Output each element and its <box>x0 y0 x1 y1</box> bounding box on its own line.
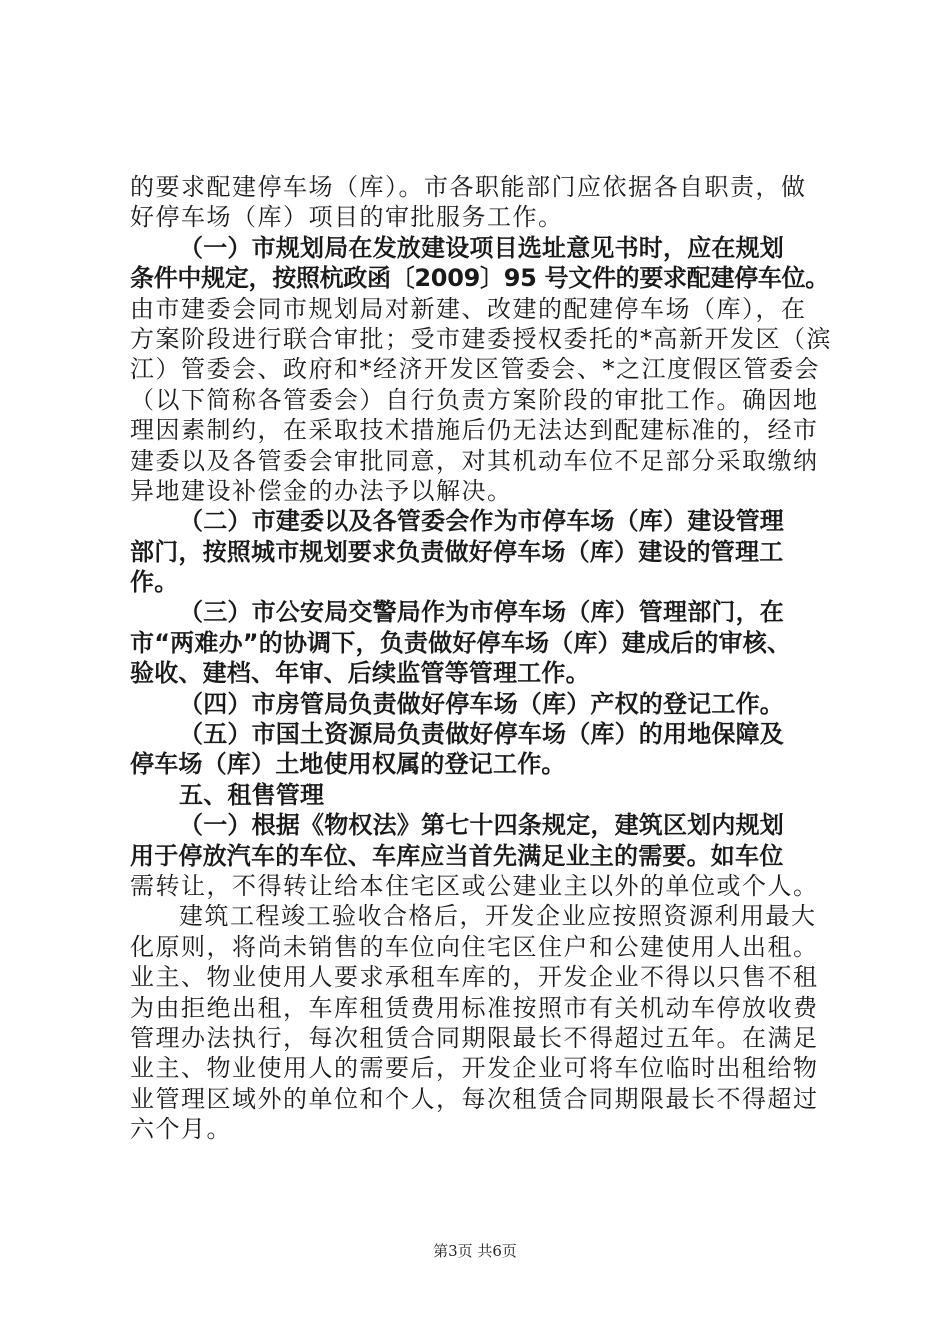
text-line: 的要求配建停车场（库）。市各职能部门应依据各自职责，做 <box>130 173 807 201</box>
text-line: 方案阶段进行联合审批；受市建委授权委托的*高新开发区（滨 <box>130 324 832 353</box>
text-line: 为由拒绝出租，车库租赁费用标准按照市有关机动车停放收费 <box>130 993 819 1022</box>
text-line: 异地建设补偿金的办法予以解决。 <box>130 476 513 505</box>
text-line: （二）市建委以及各管委会作为市停车场（库）建设管理 <box>179 507 784 536</box>
text-line: 用于停放汽车的车位、车库应当首先满足业主的需要。如车位 <box>130 841 784 870</box>
text-line: 业主、物业使用人的需要后，开发企业可将车位临时出租给物 <box>130 1054 819 1083</box>
text-line: 六个月。 <box>130 1115 232 1144</box>
text-line: 部门，按照城市规划要求负责做好停车场（库）建设的管理工 <box>130 537 784 566</box>
text-line: 建筑工程竣工验收合格后，开发企业应按照资源利用最大 <box>179 902 817 931</box>
text-line: 条件中规定，按照杭政函〔2009〕95 号文件的要求配建停车位。 <box>130 264 829 293</box>
text-line: 好停车场（库）项目的审批服务工作。 <box>130 203 564 232</box>
text-line: 江）管委会、政府和*经济开发区管委会、*之江度假区管委会 <box>130 355 820 384</box>
text-line: 业主、物业使用人要求承租车库的，开发企业不得以只售不租 <box>130 963 819 992</box>
text-line: （一）根据《物权法》第七十四条规定，建筑区划内规划 <box>179 811 784 840</box>
text-line: 管理办法执行，每次租赁合同期限最长不得超过五年。在满足 <box>130 1023 819 1052</box>
text-line: 停车场（库）土地使用权属的登记工作。 <box>130 750 566 779</box>
text-line: 由市建委会同市规划局对新建、改建的配建停车场（库），在 <box>130 294 807 323</box>
text-line: 需转让，不得转让给本住宅区或公建业主以外的单位或个人。 <box>130 871 819 900</box>
text-line: 建委以及各管委会审批同意，对其机动车位不足部分采取缴纳 <box>130 446 819 475</box>
text-line: （三）市公安局交警局作为市停车场（库）管理部门，在 <box>179 598 784 627</box>
text-line: （一）市规划局在发放建设项目选址意见书时，应在规划 <box>179 233 784 262</box>
text-line: 业管理区域外的单位和个人，每次租赁合同期限最长不得超过 <box>130 1084 819 1113</box>
text-line: 化原则，将尚未销售的车位向住宅区住户和公建使用人出租。 <box>130 932 819 961</box>
text-line: 作。 <box>130 568 179 597</box>
document-body <box>130 172 835 1145</box>
text-line: （以下简称各管委会）自行负责方案阶段的审批工作。确因地 <box>130 385 819 414</box>
page-footer: 第3页 共6页 <box>433 1242 517 1260</box>
text-line: 五、租售管理 <box>179 780 325 809</box>
text-line: 理因素制约，在采取技术措施后仍无法达到配建标准的，经市 <box>130 416 819 445</box>
text-line: 市“两难办”的协调下，负责做好停车场（库）建成后的审核、 <box>130 628 792 657</box>
text-line: 验收、建档、年审、后续监管等管理工作。 <box>130 659 590 688</box>
text-line: （四）市房管局负责做好停车场（库）产权的登记工作。 <box>179 689 784 718</box>
text-line: （五）市国土资源局负责做好停车场（库）的用地保障及 <box>179 720 784 749</box>
